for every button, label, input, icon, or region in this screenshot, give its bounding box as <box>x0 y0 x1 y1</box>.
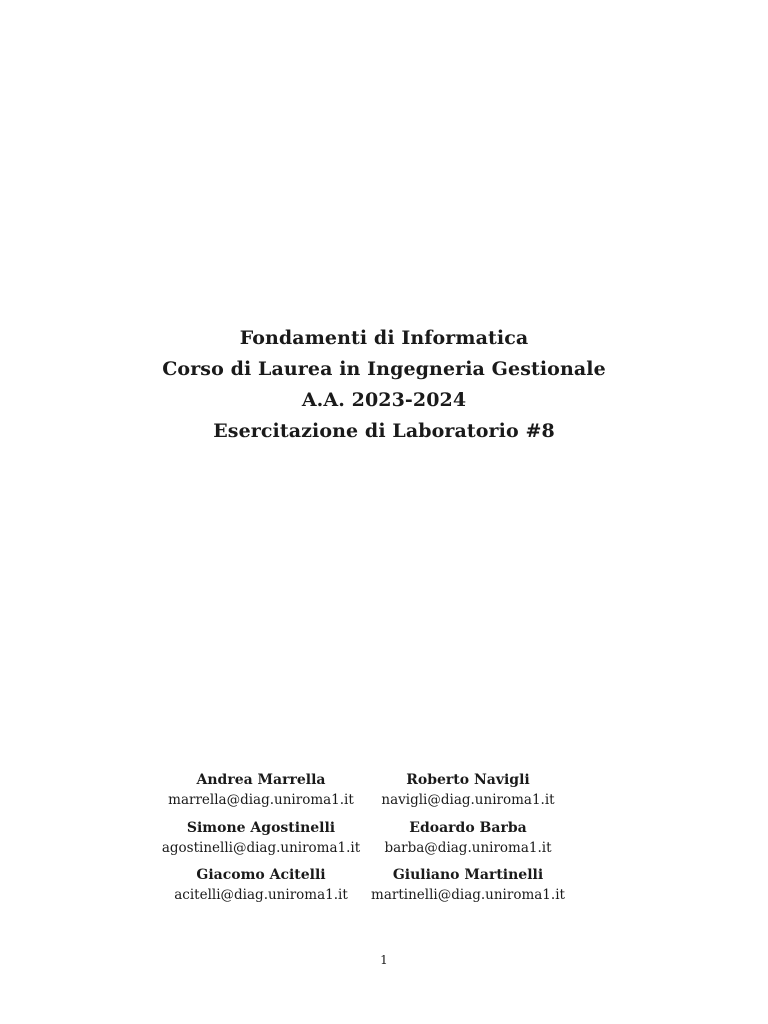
author-name: Andrea Marrella <box>196 772 326 788</box>
author-email: marrella@diag.uniroma1.it <box>168 792 354 808</box>
exercise-title: Esercitazione di Laboratorio #8 <box>213 420 555 442</box>
author-email: acitelli@diag.uniroma1.it <box>174 887 348 903</box>
page-number: 1 <box>380 953 388 967</box>
author-name: Simone Agostinelli <box>186 820 336 836</box>
authors-row-2 <box>0 818 768 858</box>
author-name: Giacomo Acitelli <box>196 867 326 883</box>
author-email: barba@diag.uniroma1.it <box>384 840 552 856</box>
author-roberto-navigli <box>338 770 598 810</box>
course-title: Fondamenti di Informatica <box>239 327 529 349</box>
author-name: Giuliano Martinelli <box>392 867 544 883</box>
title-block <box>0 323 768 447</box>
degree-title: Corso di Laurea in Ingegneria Gestionale <box>162 358 606 380</box>
authors-row-3 <box>0 865 768 905</box>
author-giuliano-martinelli <box>338 865 598 905</box>
authors-row-1 <box>0 770 768 810</box>
author-name: Edoardo Barba <box>409 820 527 836</box>
author-email: agostinelli@diag.uniroma1.it <box>161 840 361 856</box>
author-email: navigli@diag.uniroma1.it <box>381 792 555 808</box>
author-name: Roberto Navigli <box>406 772 530 788</box>
author-edoardo-barba <box>338 818 598 858</box>
academic-year: A.A. 2023-2024 <box>301 389 467 411</box>
author-email: martinelli@diag.uniroma1.it <box>371 887 565 903</box>
